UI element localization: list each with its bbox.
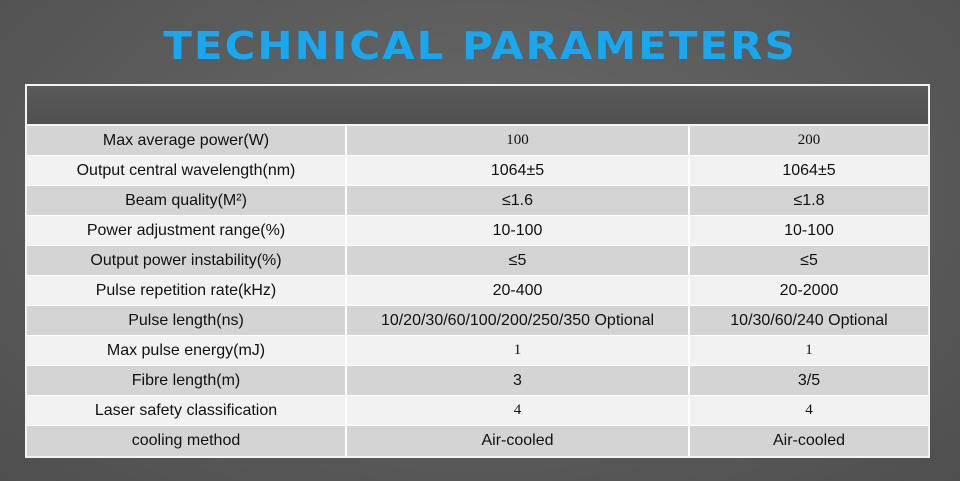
parameter-label: Max pulse energy(mJ): [27, 336, 347, 365]
parameter-value-col1: ≤1.6: [347, 186, 690, 215]
parameter-label: Output power instability(%): [27, 246, 347, 275]
table-row: [27, 186, 928, 216]
parameter-value-col1: 10-100: [347, 216, 690, 245]
parameter-value-col2: 1: [805, 342, 813, 358]
table-row: [27, 126, 928, 156]
table-row: [27, 276, 928, 306]
table-header-band: [27, 86, 928, 126]
parameter-label: Beam quality(M²): [27, 186, 347, 215]
parameter-label: Laser safety classification: [27, 396, 347, 425]
parameter-label: Pulse repetition rate(kHz): [27, 276, 347, 305]
parameter-value-col1: ≤5: [347, 246, 690, 275]
parameter-value-col1: 10/20/30/60/100/200/250/350 Optional: [347, 306, 690, 335]
parameter-label: Output central wavelength(nm): [27, 156, 347, 185]
parameter-value-col2: ≤5: [800, 251, 818, 269]
table-row: [27, 216, 928, 246]
parameter-value-col1: 100: [347, 126, 690, 155]
parameter-value-col1: 3: [347, 366, 690, 395]
table-row: [27, 306, 928, 336]
parameter-label: Max average power(W): [27, 126, 347, 155]
parameter-value-col2: 20-2000: [779, 281, 839, 299]
parameter-value-col1: 1: [347, 336, 690, 365]
table-row: [27, 396, 928, 426]
parameter-label: cooling method: [27, 426, 347, 456]
parameter-value-col2: 1064±5: [782, 161, 836, 179]
table-row: [27, 426, 928, 456]
parameters-table: [25, 84, 930, 458]
table-row: [27, 156, 928, 186]
parameter-value-col1: 4: [347, 396, 690, 425]
parameter-value-col2: 10-100: [784, 221, 834, 239]
parameter-label: Power adjustment range(%): [27, 216, 347, 245]
table-body: [27, 126, 928, 456]
parameter-value-col1: 20-400: [347, 276, 690, 305]
table-row: [27, 336, 928, 366]
parameter-value-col2: 4: [805, 402, 813, 418]
parameter-label: Pulse length(ns): [27, 306, 347, 335]
table-row: [27, 246, 928, 276]
parameter-value-col1: Air-cooled: [347, 426, 690, 456]
parameter-value-col2: 3/5: [797, 371, 821, 389]
page-title: TECHNICAL PARAMETERS: [163, 23, 797, 69]
parameter-label: Fibre length(m): [27, 366, 347, 395]
parameter-value-col2: 10/30/60/240 Optional: [730, 311, 888, 329]
parameter-value-col2: Air-cooled: [772, 432, 846, 449]
parameter-value-col2: ≤1.8: [793, 191, 825, 209]
table-row: [27, 366, 928, 396]
parameter-value-col1: 1064±5: [347, 156, 690, 185]
parameter-value-col2: 200: [797, 132, 821, 148]
